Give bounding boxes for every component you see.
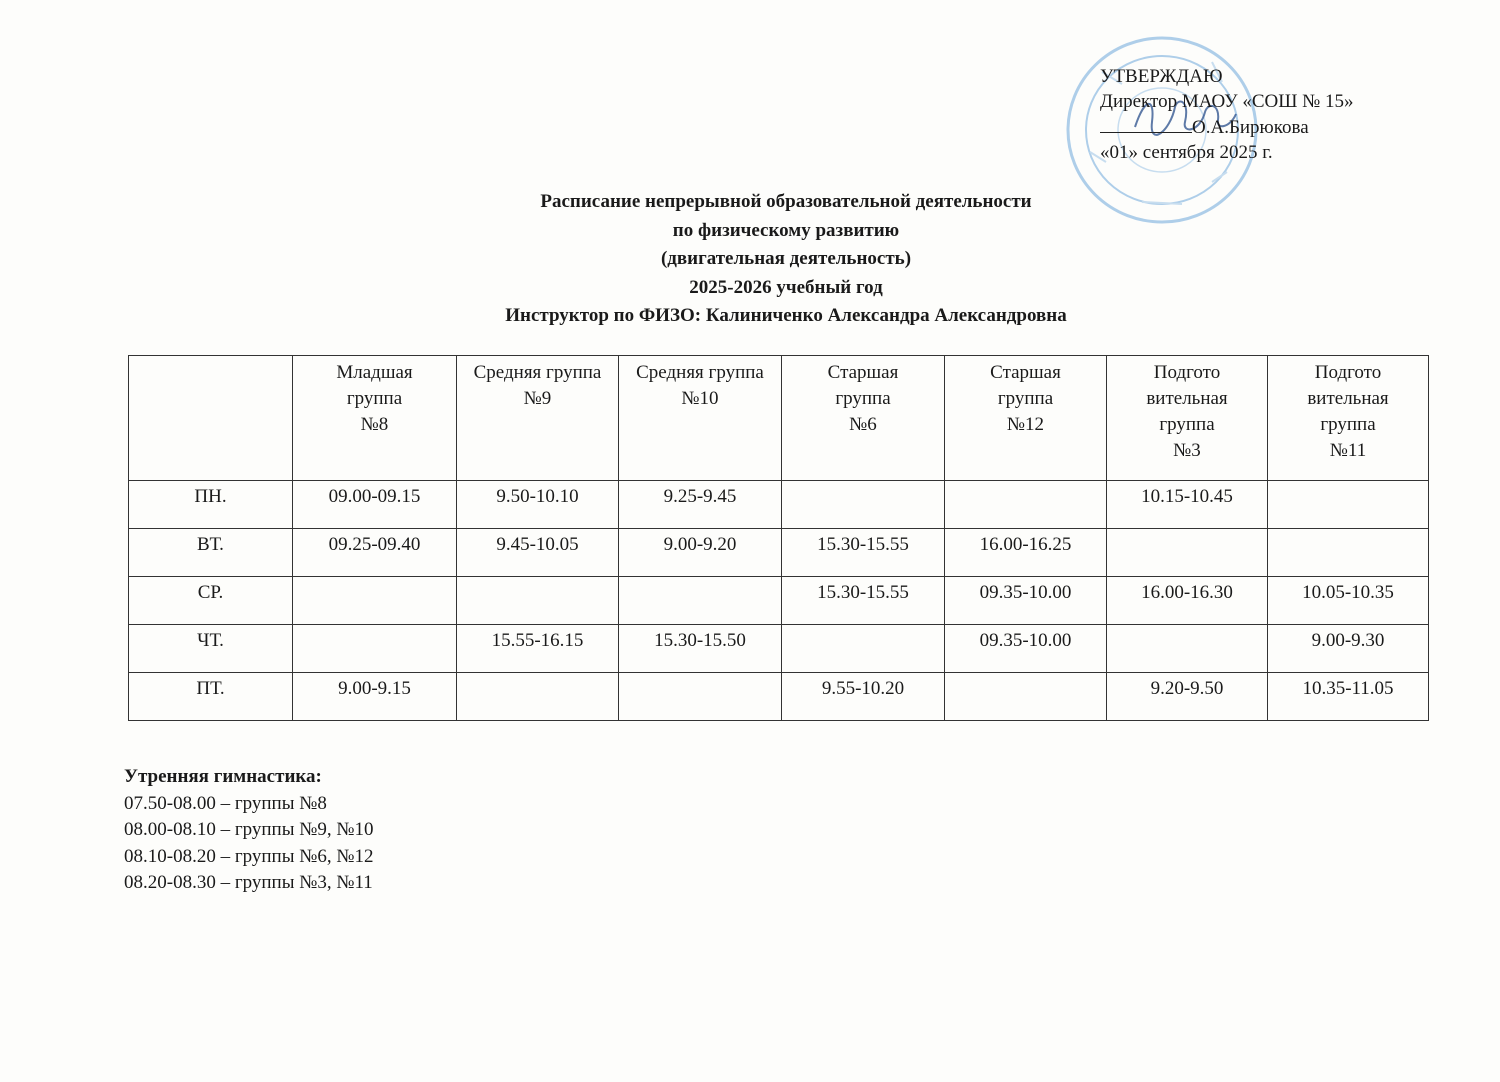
time-cell: 9.55-10.20 [782,673,945,721]
morning-line: 08.00-08.10 – группы №9, №10 [124,819,374,840]
time-cell: 9.50-10.10 [457,481,619,529]
header-group-cell: Средняя группа №9 [457,356,619,481]
time-cell: 09.25-09.40 [293,529,457,577]
document-title [0,188,1500,331]
table-header-row [129,356,1429,481]
time-cell: 9.00-9.15 [293,673,457,721]
time-cell: 9.00-9.30 [1268,625,1429,673]
time-cell: 9.00-9.20 [619,529,782,577]
header-group-cell: Средняя группа №10 [619,356,782,481]
time-cell [457,577,619,625]
approval-date: «01» сентября 2025 г. [1100,142,1273,163]
day-cell: ПТ. [129,673,293,721]
header-group-cell: Подгото вительная группа №3 [1107,356,1268,481]
table-row [129,529,1429,577]
time-cell: 15.55-16.15 [457,625,619,673]
header-group-cell: Подгото вительная группа №11 [1268,356,1429,481]
header-group-cell: Младшая группа №8 [293,356,457,481]
time-cell [945,481,1107,529]
day-cell: ЧТ. [129,625,293,673]
time-cell: 09.35-10.00 [945,577,1107,625]
approval-block [1100,64,1354,165]
time-cell: 09.35-10.00 [945,625,1107,673]
time-cell [1107,625,1268,673]
day-cell: ПН. [129,481,293,529]
header-group-cell: Старшая группа №6 [782,356,945,481]
time-cell: 10.05-10.35 [1268,577,1429,625]
table-row [129,673,1429,721]
time-cell: 15.30-15.55 [782,577,945,625]
morning-line: 07.50-08.00 – группы №8 [124,792,327,814]
time-cell: 16.00-16.30 [1107,577,1268,625]
day-cell: СР. [129,577,293,625]
time-cell [619,577,782,625]
title-line-2: по физическому развитию [672,219,900,241]
header-group-cell: Старшая группа №12 [945,356,1107,481]
time-cell: 9.25-9.45 [619,481,782,529]
title-line-4: 2025-2026 учебный год [689,276,883,298]
time-cell: 16.00-16.25 [945,529,1107,577]
morning-line: 08.10-08.20 – группы №6, №12 [124,845,374,867]
day-cell: ВТ. [129,529,293,577]
morning-line: 08.20-08.30 – группы №3, №11 [124,872,373,893]
time-cell [619,673,782,721]
time-cell: 10.15-10.45 [1107,481,1268,529]
approval-heading: УТВЕРЖДАЮ [1100,66,1223,87]
time-cell [1268,529,1429,577]
time-cell: 9.45-10.05 [457,529,619,577]
approval-name: О.А.Бирюкова [1192,117,1309,138]
table-row [129,577,1429,625]
signature-line [1100,114,1192,133]
schedule-table [128,355,1429,721]
header-corner-cell [129,356,293,481]
title-line-5: Инструктор по ФИЗО: Калиниченко Александра Александровна [505,305,1067,326]
morning-exercise-block [124,764,373,897]
time-cell: 10.35-11.05 [1268,673,1429,721]
table-row [129,625,1429,673]
title-line-3: (двигательная деятельность) [660,248,912,269]
time-cell: 9.20-9.50 [1107,673,1268,721]
time-cell [1268,481,1429,529]
time-cell [945,673,1107,721]
title-line-1: Расписание непрерывной образовательной деятельности [540,191,1032,212]
time-cell [782,625,945,673]
time-cell: 15.30-15.50 [619,625,782,673]
time-cell [782,481,945,529]
morning-heading: Утренняя гимнастика: [124,766,322,787]
time-cell [457,673,619,721]
time-cell [293,577,457,625]
time-cell: 15.30-15.55 [782,529,945,577]
time-cell: 09.00-09.15 [293,481,457,529]
time-cell [1107,529,1268,577]
approval-position: Директор МАОУ «СОШ № 15» [1100,91,1354,112]
time-cell [293,625,457,673]
table-row [129,481,1429,529]
